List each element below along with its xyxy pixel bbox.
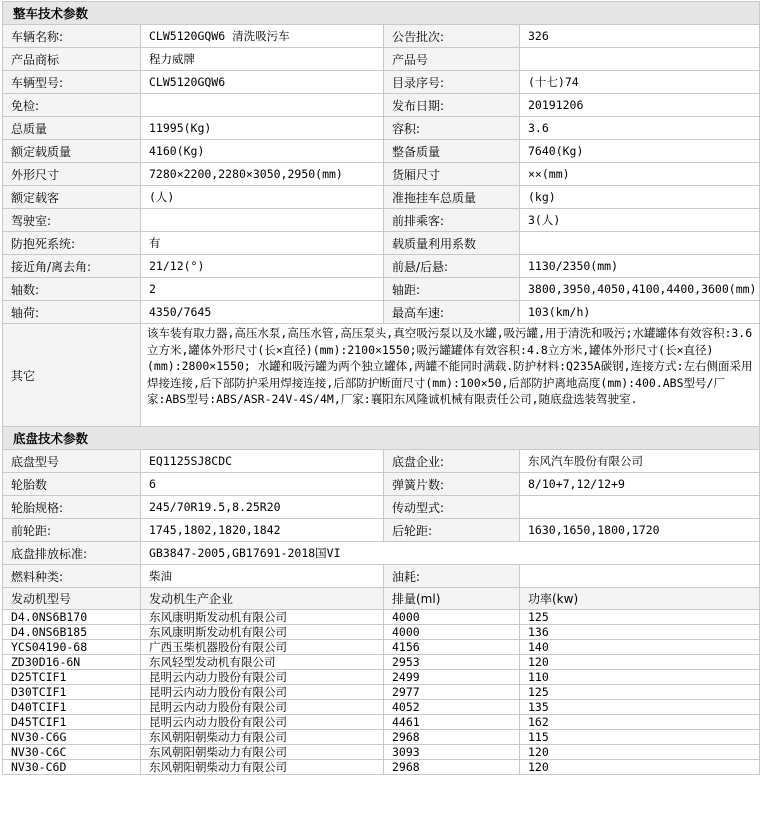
- param-label: 底盘企业:: [384, 450, 520, 473]
- param-value: 6: [141, 473, 384, 496]
- vehicle-section-title: 整车技术参数: [3, 2, 760, 25]
- vehicle-section-header: [3, 2, 760, 25]
- fuel-value: 柴油: [141, 565, 384, 588]
- param-label: 底盘型号: [3, 450, 141, 473]
- engine-column-header: 发动机型号: [3, 588, 141, 610]
- vehicle-row: [3, 71, 760, 94]
- param-value: 7640(Kg): [520, 140, 760, 163]
- param-value: 326: [520, 25, 760, 48]
- param-value: [520, 232, 760, 255]
- param-value: 1745,1802,1820,1842: [141, 519, 384, 542]
- param-label: 公告批次:: [384, 25, 520, 48]
- engine-power: 135: [520, 700, 760, 715]
- engine-model: YCS04190-68: [3, 640, 141, 655]
- engine-power: 120: [520, 760, 760, 775]
- engine-maker: 东风朝阳朝柴动力有限公司: [141, 730, 384, 745]
- engine-maker: 东风朝阳朝柴动力有限公司: [141, 760, 384, 775]
- engine-model: D4.0NS6B170: [3, 610, 141, 625]
- engine-maker: 昆明云内动力股份有限公司: [141, 670, 384, 685]
- param-label: 总质量: [3, 117, 141, 140]
- param-label: 额定载质量: [3, 140, 141, 163]
- param-label: 车辆型号:: [3, 71, 141, 94]
- param-value: 4160(Kg): [141, 140, 384, 163]
- param-value: ××(mm): [520, 163, 760, 186]
- consumption-value: [520, 565, 760, 588]
- param-label: 发布日期:: [384, 94, 520, 117]
- engine-model: D40TCIF1: [3, 700, 141, 715]
- engine-power: 115: [520, 730, 760, 745]
- engine-column-header: 功率(kw): [520, 588, 760, 610]
- engine-row: [3, 730, 760, 745]
- vehicle-row: [3, 209, 760, 232]
- engine-model: NV30-C6C: [3, 745, 141, 760]
- param-value: 11995(Kg): [141, 117, 384, 140]
- engine-row: [3, 610, 760, 625]
- engine-power: 125: [520, 685, 760, 700]
- param-value: 7280×2200,2280×3050,2950(mm): [141, 163, 384, 186]
- param-value: (人): [141, 186, 384, 209]
- engine-displacement: 4052: [384, 700, 520, 715]
- engine-displacement: 2953: [384, 655, 520, 670]
- engine-model: D30TCIF1: [3, 685, 141, 700]
- engine-displacement: 4156: [384, 640, 520, 655]
- engine-row: [3, 760, 760, 775]
- vehicle-other-row: [3, 324, 760, 427]
- engine-displacement: 4000: [384, 625, 520, 640]
- param-value: CLW5120GQW6: [141, 71, 384, 94]
- engine-displacement: 2977: [384, 685, 520, 700]
- vehicle-row: [3, 48, 760, 71]
- param-label: 准拖挂车总质量: [384, 186, 520, 209]
- param-value: 8/10+7,12/12+9: [520, 473, 760, 496]
- chassis-row: [3, 519, 760, 542]
- engine-maker: 东风轻型发动机有限公司: [141, 655, 384, 670]
- engine-maker: 昆明云内动力股份有限公司: [141, 685, 384, 700]
- param-label: 轴数:: [3, 278, 141, 301]
- param-label: 产品商标: [3, 48, 141, 71]
- vehicle-row: [3, 163, 760, 186]
- param-label: 载质量利用系数: [384, 232, 520, 255]
- param-label: 弹簧片数:: [384, 473, 520, 496]
- emission-value: GB3847-2005,GB17691-2018国VI: [141, 542, 760, 565]
- vehicle-row: [3, 25, 760, 48]
- param-label: 额定载客: [3, 186, 141, 209]
- engine-model: NV30-C6D: [3, 760, 141, 775]
- param-value: [141, 94, 384, 117]
- param-value: 程力威牌: [141, 48, 384, 71]
- param-value: [141, 209, 384, 232]
- param-value: [520, 48, 760, 71]
- param-label: 前轮距:: [3, 519, 141, 542]
- engine-power: 162: [520, 715, 760, 730]
- chassis-row: [3, 473, 760, 496]
- param-value: 1130/2350(mm): [520, 255, 760, 278]
- chassis-section-header: [3, 427, 760, 450]
- param-label: 免检:: [3, 94, 141, 117]
- engine-maker: 东风康明斯发动机有限公司: [141, 625, 384, 640]
- param-value: 3(人): [520, 209, 760, 232]
- param-label: 传动型式:: [384, 496, 520, 519]
- param-label: 最高车速:: [384, 301, 520, 324]
- param-label: 轮胎数: [3, 473, 141, 496]
- param-label: 外形尺寸: [3, 163, 141, 186]
- other-description: 该车装有取力器,高压水泵,高压水管,高压泵头,真空吸污泵以及水罐,吸污罐,用于清洗和吸污;水罐罐体有效容积:3.6立方米,罐体外形尺寸(长×直径)(mm):2100×1550;吸污罐罐体有效容积:4.8立方米,罐体外形尺寸(长×直径)(mm):2800×1550; 水罐和吸污罐为两个独立罐体,两罐不能同时满载.防护材料:Q235A碳钢,连接方式:左右侧面采用焊接连接,后下部防护采用焊接连接,后部防护断面尺寸(mm):100×50,后部防护离地高度(mm):400.ABS型号/厂家:ABS型号:ABS/ASR-24V-4S/4M,厂家:襄阳东风隆诚机械有限责任公司,随底盘选装驾驶室.: [141, 324, 760, 427]
- param-label: 前排乘客:: [384, 209, 520, 232]
- param-label: 防抱死系统:: [3, 232, 141, 255]
- engine-maker: 昆明云内动力股份有限公司: [141, 700, 384, 715]
- engine-row: [3, 655, 760, 670]
- param-value: 东风汽车股份有限公司: [520, 450, 760, 473]
- engine-row: [3, 745, 760, 760]
- param-value: 21/12(°): [141, 255, 384, 278]
- vehicle-row: [3, 117, 760, 140]
- param-value: [520, 496, 760, 519]
- param-value: 1630,1650,1800,1720: [520, 519, 760, 542]
- engine-model: D45TCIF1: [3, 715, 141, 730]
- param-label: 接近角/离去角:: [3, 255, 141, 278]
- engine-displacement: 2968: [384, 760, 520, 775]
- param-value: 4350/7645: [141, 301, 384, 324]
- param-label: 货厢尺寸: [384, 163, 520, 186]
- param-label: 容积:: [384, 117, 520, 140]
- param-value: 20191206: [520, 94, 760, 117]
- engine-power: 120: [520, 655, 760, 670]
- engine-row: [3, 640, 760, 655]
- param-label: 驾驶室:: [3, 209, 141, 232]
- param-label: 目录序号:: [384, 71, 520, 94]
- vehicle-row: [3, 301, 760, 324]
- engine-row: [3, 715, 760, 730]
- engine-model: D25TCIF1: [3, 670, 141, 685]
- param-value: (十七)74: [520, 71, 760, 94]
- engine-model: ZD30D16-6N: [3, 655, 141, 670]
- param-value: 245/70R19.5,8.25R20: [141, 496, 384, 519]
- fuel-label: 燃料种类:: [3, 565, 141, 588]
- param-value: (kg): [520, 186, 760, 209]
- vehicle-row: [3, 94, 760, 117]
- emission-row: [3, 542, 760, 565]
- engine-model: NV30-C6G: [3, 730, 141, 745]
- engine-column-header: 排量(ml): [384, 588, 520, 610]
- engine-power: 136: [520, 625, 760, 640]
- chassis-row: [3, 450, 760, 473]
- param-value: 有: [141, 232, 384, 255]
- chassis-row: [3, 496, 760, 519]
- engine-displacement: 4000: [384, 610, 520, 625]
- vehicle-row: [3, 232, 760, 255]
- engine-power: 140: [520, 640, 760, 655]
- param-label: 后轮距:: [384, 519, 520, 542]
- param-label: 前悬/后悬:: [384, 255, 520, 278]
- param-value: 2: [141, 278, 384, 301]
- param-value: 3.6: [520, 117, 760, 140]
- engine-power: 125: [520, 610, 760, 625]
- engine-maker: 东风康明斯发动机有限公司: [141, 610, 384, 625]
- vehicle-row: [3, 186, 760, 209]
- emission-label: 底盘排放标准:: [3, 542, 141, 565]
- engine-displacement: 2968: [384, 730, 520, 745]
- engine-model: D4.0NS6B185: [3, 625, 141, 640]
- engine-displacement: 4461: [384, 715, 520, 730]
- engine-header-row: [3, 588, 760, 610]
- engine-maker: 广西玉柴机器股份有限公司: [141, 640, 384, 655]
- engine-power: 110: [520, 670, 760, 685]
- param-value: CLW5120GQW6 清洗吸污车: [141, 25, 384, 48]
- param-value: 3800,3950,4050,4100,4400,3600(mm): [520, 278, 760, 301]
- param-value: EQ1125SJ8CDC: [141, 450, 384, 473]
- engine-maker: 昆明云内动力股份有限公司: [141, 715, 384, 730]
- consumption-label: 油耗:: [384, 565, 520, 588]
- engine-row: [3, 700, 760, 715]
- spec-table: [2, 1, 760, 775]
- param-label: 轮胎规格:: [3, 496, 141, 519]
- engine-row: [3, 685, 760, 700]
- engine-displacement: 2499: [384, 670, 520, 685]
- engine-displacement: 3093: [384, 745, 520, 760]
- chassis-section-title: 底盘技术参数: [3, 427, 760, 450]
- param-label: 产品号: [384, 48, 520, 71]
- param-label: 轴距:: [384, 278, 520, 301]
- engine-row: [3, 625, 760, 640]
- engine-maker: 东风朝阳朝柴动力有限公司: [141, 745, 384, 760]
- param-label: 车辆名称:: [3, 25, 141, 48]
- param-label: 轴荷:: [3, 301, 141, 324]
- param-value: 103(km/h): [520, 301, 760, 324]
- vehicle-row: [3, 278, 760, 301]
- fuel-row: [3, 565, 760, 588]
- engine-column-header: 发动机生产企业: [141, 588, 384, 610]
- other-label: 其它: [3, 324, 141, 427]
- param-label: 整备质量: [384, 140, 520, 163]
- engine-power: 120: [520, 745, 760, 760]
- vehicle-row: [3, 255, 760, 278]
- engine-row: [3, 670, 760, 685]
- vehicle-row: [3, 140, 760, 163]
